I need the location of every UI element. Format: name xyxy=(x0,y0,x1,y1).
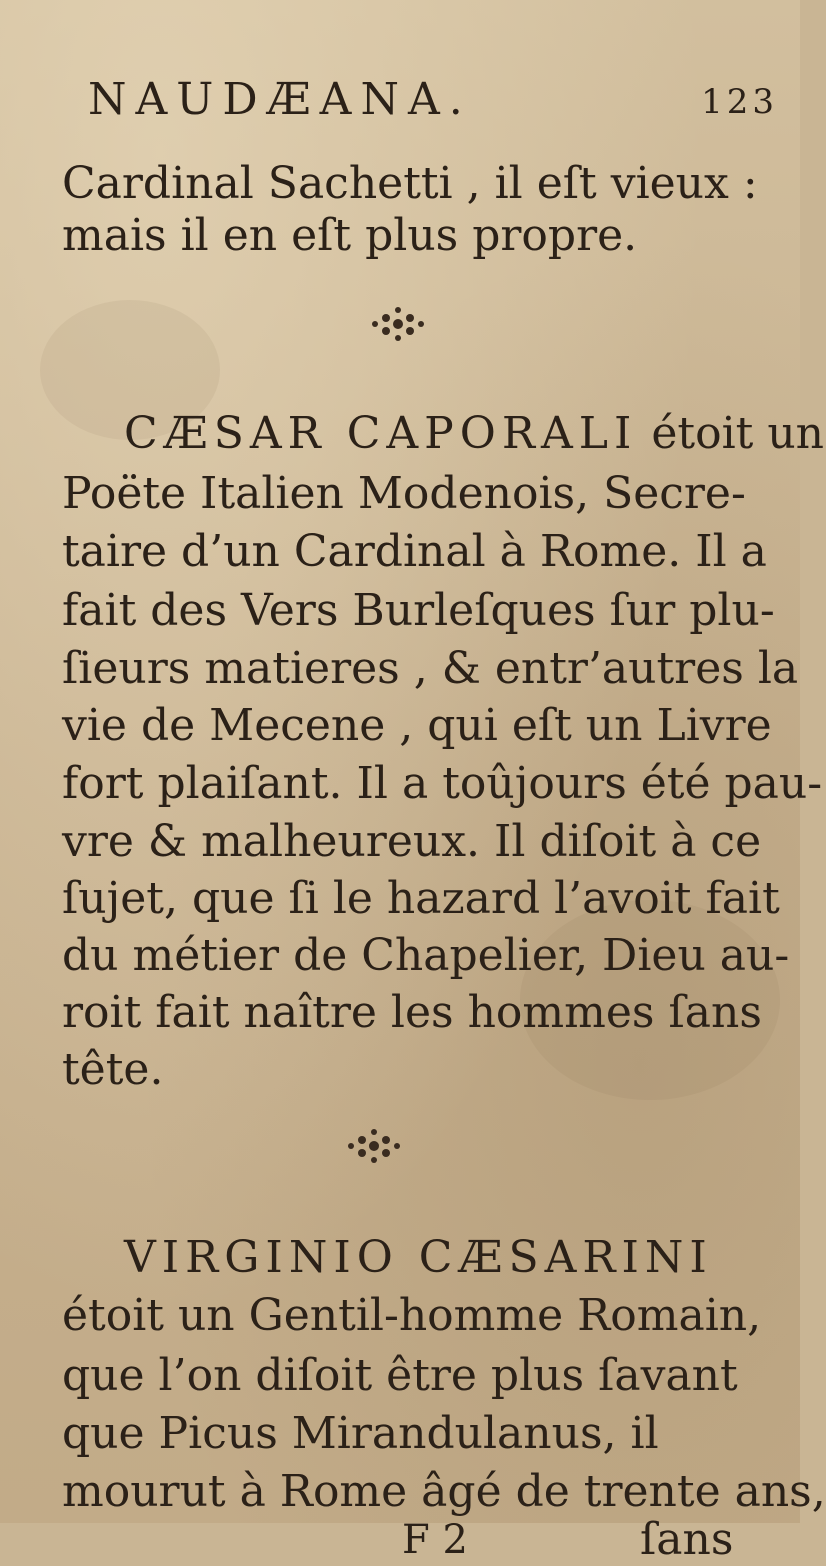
running-title: NAUDÆANA. xyxy=(88,74,472,125)
text-line: tête. xyxy=(62,1044,164,1095)
text-line: que Picus Mirandulanus, il xyxy=(62,1408,659,1459)
text-line: mourut à Rome âgé de trente ans, xyxy=(62,1466,826,1517)
fleuron-ornament-icon xyxy=(346,1126,402,1166)
text-line: étoit un Gentil-homme Romain, xyxy=(62,1290,762,1341)
fleuron-ornament-icon xyxy=(370,304,426,344)
text-line: vre & malheureux. Il diſoit à ce xyxy=(62,816,762,867)
text-line: Poëte Italien Modenois, Secre- xyxy=(62,468,746,519)
text-line: mais il en eſt plus propre. xyxy=(62,210,638,261)
text-fragment: étoit un xyxy=(637,408,824,459)
text-line: du métier de Chapelier, Dieu au- xyxy=(62,930,790,981)
catchword: ſans xyxy=(640,1514,734,1565)
text-line: Cardinal Sachetti , il eſt vieux : xyxy=(62,158,758,209)
text-line: vie de Mecene , qui eſt un Livre xyxy=(62,700,772,751)
text-line: ſieurs matieres , & entr’autres la xyxy=(62,643,799,694)
text-line xyxy=(124,408,824,460)
text-line: taire d’un Cardinal à Rome. Il a xyxy=(62,526,767,577)
signature-mark: F 2 xyxy=(402,1517,468,1563)
text-line: ſujet, que ſi le hazard l’avoit fait xyxy=(62,873,780,924)
text-line: fort plaiſant. Il a toûjours été pau- xyxy=(62,758,823,809)
text-line: que l’on diſoit être plus ſavant xyxy=(62,1350,738,1401)
person-name: CÆSAR CAPORALI xyxy=(124,408,638,459)
page-number: 123 xyxy=(701,82,778,122)
text-line xyxy=(124,1232,713,1284)
text-line: roit fait naître les hommes ſans xyxy=(62,987,762,1038)
person-name: VIRGINIO CÆSARINI xyxy=(124,1232,713,1283)
text-line: fait des Vers Burleſques ſur plu- xyxy=(62,585,775,636)
